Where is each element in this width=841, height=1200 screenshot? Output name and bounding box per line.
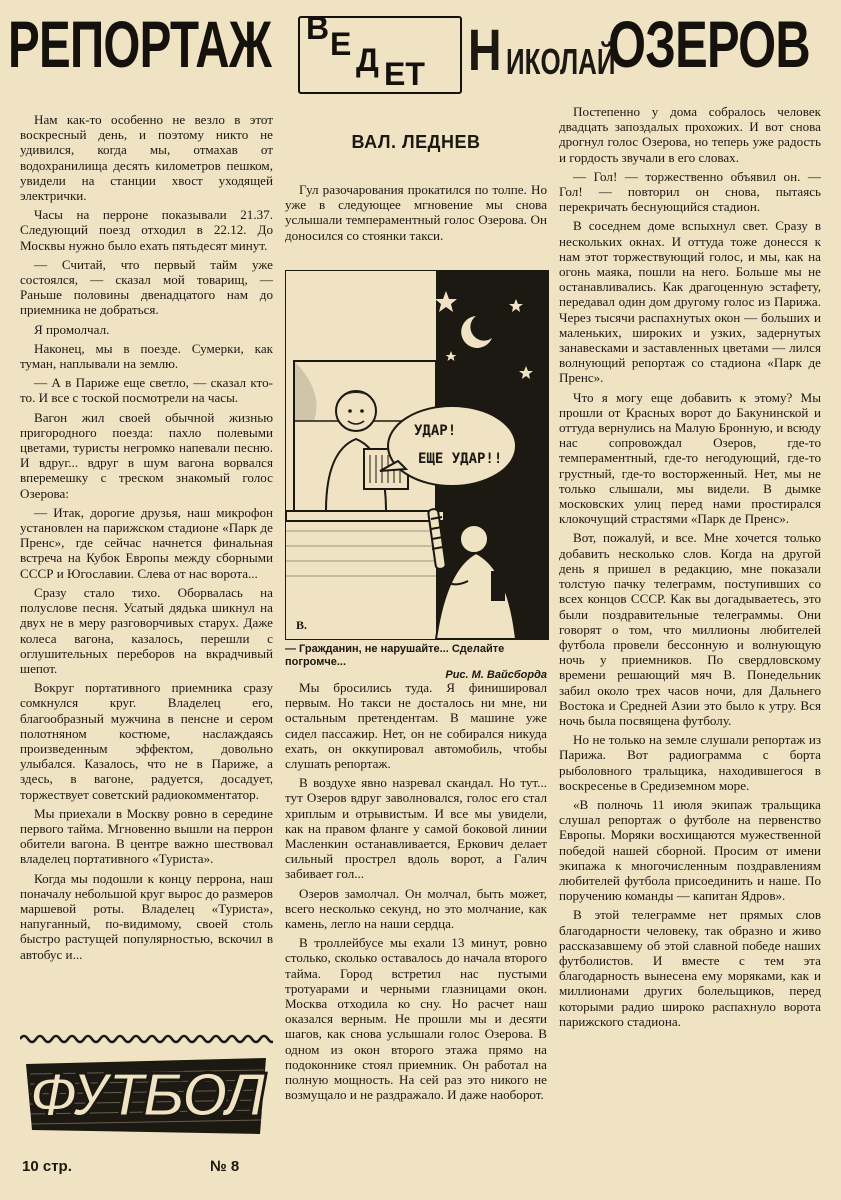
illustration-credit: Рис. М. Вайсборда (445, 669, 547, 681)
paragraph: Озеров замолчал. Он молчал, быть может, всего несколько секунд, но это молчание, как камень, легло на наши сердца. (285, 885, 547, 932)
paragraph: — Итак, дорогие друзья, наш микрофон установлен на парижском стадионе «Парк де Пренс», где сейчас начнется финальная встреча на Кубок Европы между сборными СССР и Югославии. Слева от нас ворота... (20, 504, 273, 581)
headline-vedet-letter: ЕТ (384, 56, 425, 92)
paragraph: Вокруг портативного приемника сразу сомкнулся круг. Владелец его, благообразный мужчина в пенсне и сером полотняном костюме, наслаждаясь произведенным эффектом, довольно улыбался. Казалось, что не в Париже, а здесь, в вагоне, радуется, досадует, торжествует советский радиокомментатор. (20, 680, 273, 802)
article-column-3 (559, 104, 821, 1033)
paragraph: Гул разочарования прокатился по толпе. Но уже в следующее мгновение мы снова услышали темпераментный голос Озерова. Он доносился со стоянки такси. (285, 182, 547, 243)
paragraph: Мы бросились туда. Я финишировал первым. Но такси не досталось ни мне, ни остальным претендентам. В машине уже сидел пассажир. Нет, он не собирался никуда ехать, он оккупировал автомобиль, чтобы слушать репортаж. (285, 680, 547, 772)
paragraph: Часы на перроне показывали 21.37. Следующий поезд отходил в 22.12. До Москвы нужно было ехать пятьдесят минут. (20, 207, 273, 253)
paragraph: Вот, пожалуй, и все. Мне хочется только добавить несколько слов. Когда на другой день я пришел в редакцию, мне показали толстую пачку телеграмм, поступивших со всех концов СССР. Как вы догадываетесь, это были поздравительные телеграммы. Они говорят о том, что миллионы любителей футбола провели бессонную и волнующую ночь у приемников. По свердловскому времени решающий мяч В. Понедельник забил около трех часов ночи, для Дальнего Востока и Средней Азии это было к утру. Вся ночь была посвящена футболу. (559, 530, 821, 728)
cartoon-illustration (285, 270, 549, 640)
paragraph: Мы приехали в Москву ровно в середине первого тайма. Мгновенно вышли на перрон обители вагона. В центре важно шествовал владелец портативного «Туриста». (20, 805, 273, 867)
article-column-2-top (285, 182, 547, 247)
headline-word-ozerov: ОЗЕРОВ (608, 7, 810, 81)
paragraph: Вагон жил своей обычной жизнью пригородного поезда: пахло полевыми цветами, туристы негромко напевали песню. И вдруг... вдруг в шум вагона ворвался вперемешку с треском знакомый голос Озерова: (20, 409, 273, 501)
page-number: 10 стр. (22, 1158, 72, 1175)
paragraph: Сразу стало тихо. Оборвалась на полуслове песня. Усатый дядька шикнул на двух не в меру разговорчивых старух. Даже колеса вагона, казалось, перешли с оглушительных переборов на вкрадчивый шепот. (20, 584, 273, 676)
paragraph: В этой телеграмме нет прямых слов благодарности человеку, так образно и живо рассказавшему об этой славной победе наших футболистов. И вместе с тем эта благодарность вынесена ему моряками, как и миллионами других болельщиков, перед которыми радио широко распахнуло ворота парижского стадиона. (559, 907, 821, 1029)
paragraph: Что я могу еще добавить к этому? Мы прошли от Красных ворот до Бакунинской и оттуда вернулись на Малую Бронную, и всюду нас сопровождал Озеров, где-то темпераментный, где-то негодующий, где-то грустный, где-то восторженный. Нет, мы не только слышали, мы видели. В дымке московских улиц перед нами простирался клокочущий страстями «Парк де Пренс». (559, 389, 821, 527)
paragraph: — А в Париже еще светло, — сказал кто-то. И все с тоской посмотрели на часы. (20, 375, 273, 406)
paragraph: — Гол! — торжественно объявил он. — Гол! — повторил он снова, пытаясь перекричать беснующийся стадион. (559, 168, 821, 215)
headline-initial-n: Н (468, 18, 502, 83)
paragraph: В соседнем доме вспыхнул свет. Сразу в нескольких окнах. И оттуда тоже донесся к нам этот торжествующий голос, и мы, как на огонь маяка, пошли на него. Больше мы не останавливались. Как драгоценную эстафету, передавал один дом другому голос из Парижа. Через тысячи распахнутых окон — больших и маленьких, широких и узких, задернутых занавесками и заставленных цветами — лился волнующий репортаж со стадиона «Парк де Пренс». (559, 218, 821, 386)
decorative-wave-divider (20, 1032, 273, 1046)
paragraph: Постепенно у дома собралось человек двадцать запоздалых прохожих. И вот снова дрогнул голос Озерова, но теперь уже радость и гордость звучали в его словах. (559, 104, 821, 165)
caption-text: — Гражданин, не нарушайте... Сделайте погромче... (285, 643, 505, 668)
headline-word-nikolai: ИКОЛАЙ (506, 41, 616, 82)
paragraph: Но не только на земле слушали репортаж из Парижа. Вот радиограмма с борта рыболовного тральщика, находившегося в воскресенье в Средиземном море. (559, 732, 821, 793)
article-column-1 (20, 112, 273, 966)
illustration-caption (285, 643, 547, 682)
paragraph: — Считай, что первый тайм уже состоялся, — сказал мой товарищ, — Раньше половины двенадцатого нам до приемника не добраться. (20, 256, 273, 318)
logo-text: ФУТБОЛ (30, 1061, 264, 1130)
speech-text-2: ЕЩЕ УДАР!! (418, 451, 503, 467)
paragraph: Когда мы подошли к концу перрона, наш поначалу небольшой круг вырос до размеров маршевой роты. Владелец «Туриста», напуганный, по-видимому, своей столь быстро растущей популярностью, вскочил в автобус и... (20, 870, 273, 962)
headline-vedet-letter: В (306, 10, 330, 46)
speech-text-1: УДАР! (414, 423, 457, 439)
artist-signature: В. (296, 618, 308, 632)
paragraph: Я промолчал. (34, 321, 110, 337)
headline-vedet-letter: Д (356, 42, 379, 78)
paragraph: «В полночь 11 июля экипаж тральщика слушал репортаж о футболе на первенство Европы. Моряки восхищаются мужественной победой нашей сборной. Просим от имени экипажа к многочисленным поздравлениям любителей футбола присоединить и наше. По поручению команды — капитан Ядров». (559, 796, 821, 904)
headline-vedet-letter: Е (330, 26, 352, 62)
headline-word-reportazh: РЕПОРТАЖ (8, 7, 272, 81)
paragraph: Наконец, мы в поезде. Сумерки, как туман, наплывали на землю. (20, 340, 273, 372)
issue-number: № 8 (210, 1158, 240, 1175)
paragraph: В воздухе явно назревал скандал. Но тут... тут Озеров вдруг заволновался, голос его стал хриплым и отрывистым. И все мы увидели, как на правом фланге у самой боковой линии Масленкин останавливается, Еркович делает сильный прострел вдоль ворот, а Галич забивает гол... (285, 775, 547, 882)
cartoon-drawing (286, 271, 548, 639)
author-byline: ВАЛ. ЛЕДНЕВ (351, 132, 481, 152)
article-column-2-bottom (285, 680, 547, 1106)
paragraph: Нам как-то особенно не везло в этот воскресный день, и поэтому никто не удивился, когда мы, отмахав от водохранилища десять километров пешком, увидели на станции хвост уходящей электрички. (20, 112, 273, 204)
paragraph: В троллейбусе мы ехали 13 минут, ровно столько, сколько оставалось до начала второго тайма. Город встретил нас пустыми тротуарами и черными глазницами окон. Москва отходила ко сну. Но расчет наш оказался верным. Не прошли мы и десяти шагов, как снова услышали голос Озерова. В одном из окон второго этажа прямо на подоконнике стоял приемник. Он работал на полную мощность. На сей раз это никого не возмущало и не раздражало. И даже наоборот. (285, 935, 547, 1103)
futbol-logo (20, 1054, 273, 1138)
man-head (336, 391, 376, 431)
speech-bubble (388, 406, 516, 486)
